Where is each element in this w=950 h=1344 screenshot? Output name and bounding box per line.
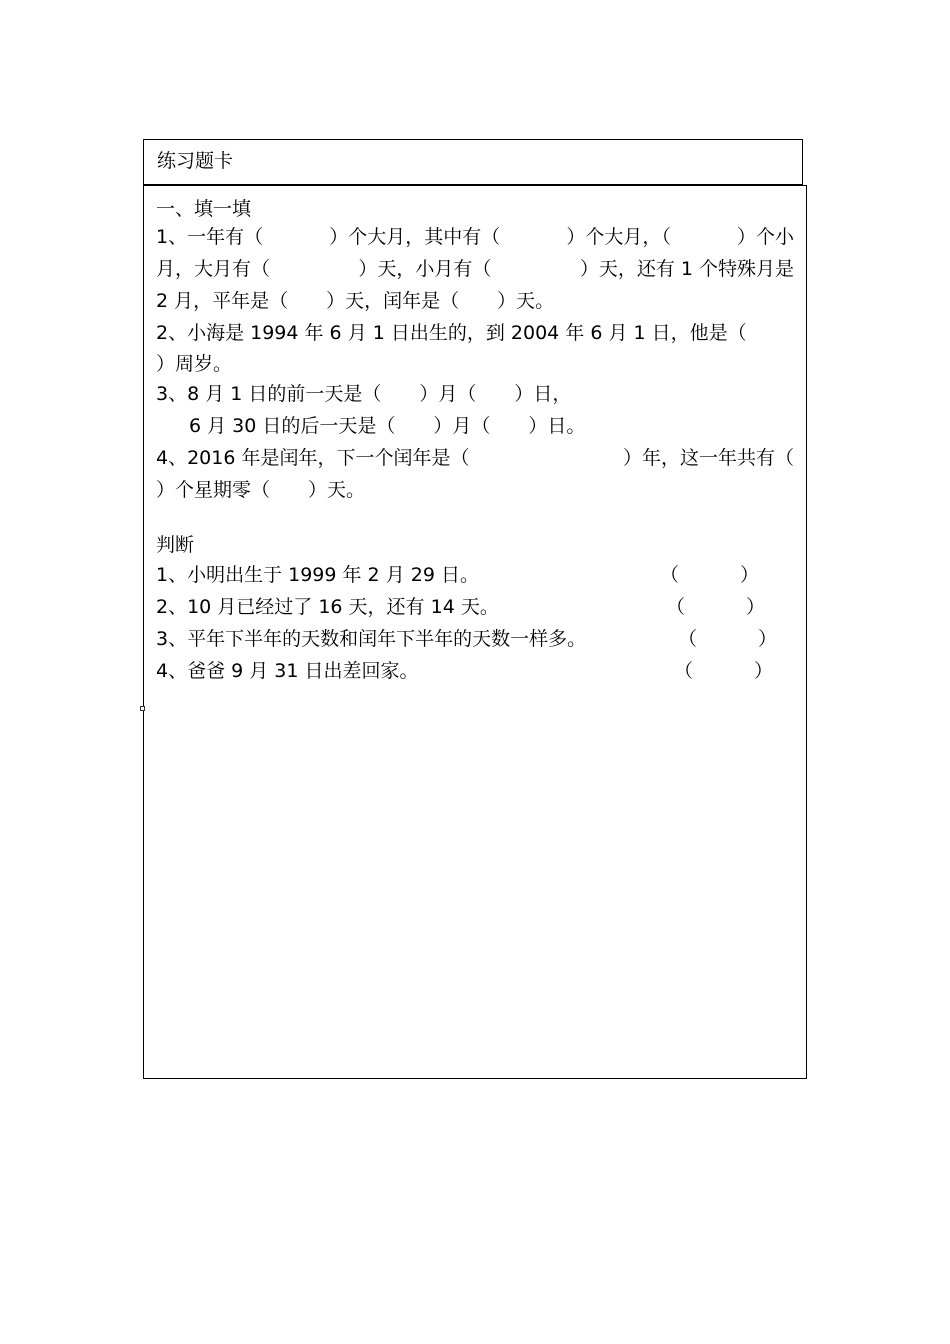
q2-line-2: ）周岁。 [156, 353, 233, 375]
q4-line-1-part-2: ）年，这一年共有（ [622, 447, 794, 469]
fill-section-heading: 一、填一填 [156, 198, 252, 220]
object-anchor-handle[interactable] [140, 706, 145, 711]
q1-line-2 [156, 256, 794, 282]
judge-item-2-open: （ [666, 596, 686, 618]
judge-item-4-text: 4、爸爸 9 月 31 日出差回家。 [156, 660, 419, 682]
q1-line-1 [156, 224, 794, 250]
q1-line-2-part-3: ）天，还有 1 个特殊月是 [579, 258, 794, 280]
q1-line-3: 2 月，平年是（ ）天，闰年是（ ）天。 [156, 290, 555, 312]
q1-line-2-part-2: ）天，小月有（ [358, 258, 492, 280]
judge-item-1-text: 1、小明出生于 1999 年 2 月 29 日。 [156, 564, 479, 586]
q1-line-1-part-1: 1、一年有（ [156, 226, 264, 248]
q1-line-1-part-3: ）个大月，（ [566, 226, 671, 248]
q4-line-2: ）个星期零（ ）天。 [156, 479, 366, 501]
judge-item-3-open: （ [678, 628, 698, 650]
q3-line-1: 3、8 月 1 日的前一天是（ ）月（ ）日， [156, 383, 572, 405]
judge-item-4-open: （ [674, 660, 694, 682]
judge-section-heading: 判断 [156, 534, 195, 556]
q2-line-1: 2、小海是 1994 年 6 月 1 日出生的，到 2004 年 6 月 1 日，他是（ [156, 322, 747, 344]
q4-line-1 [156, 445, 794, 471]
judge-item-3-text: 3、平年下半年的天数和闰年下半年的天数一样多。 [156, 628, 587, 650]
judge-item-1-close: ） [740, 564, 760, 586]
judge-item-4-close: ） [754, 660, 774, 682]
q1-line-1-part-4: ）个小 [736, 226, 794, 248]
judge-item-2-close: ） [746, 596, 766, 618]
card-title: 练习题卡 [157, 150, 234, 172]
card-title-box [143, 139, 803, 185]
judge-item-2-text: 2、10 月已经过了 16 天，还有 14 天。 [156, 596, 499, 618]
q1-line-2-part-1: 月，大月有（ [156, 258, 271, 280]
q1-line-1-part-2: ）个大月，其中有（ [329, 226, 501, 248]
judge-item-1-open: （ [660, 564, 680, 586]
q3-line-2: 6 月 30 日的后一天是（ ）月（ ）日。 [189, 415, 586, 437]
q4-line-1-part-1: 4、2016 年是闰年，下一个闰年是（ [156, 447, 470, 469]
judge-item-3-close: ） [758, 628, 778, 650]
